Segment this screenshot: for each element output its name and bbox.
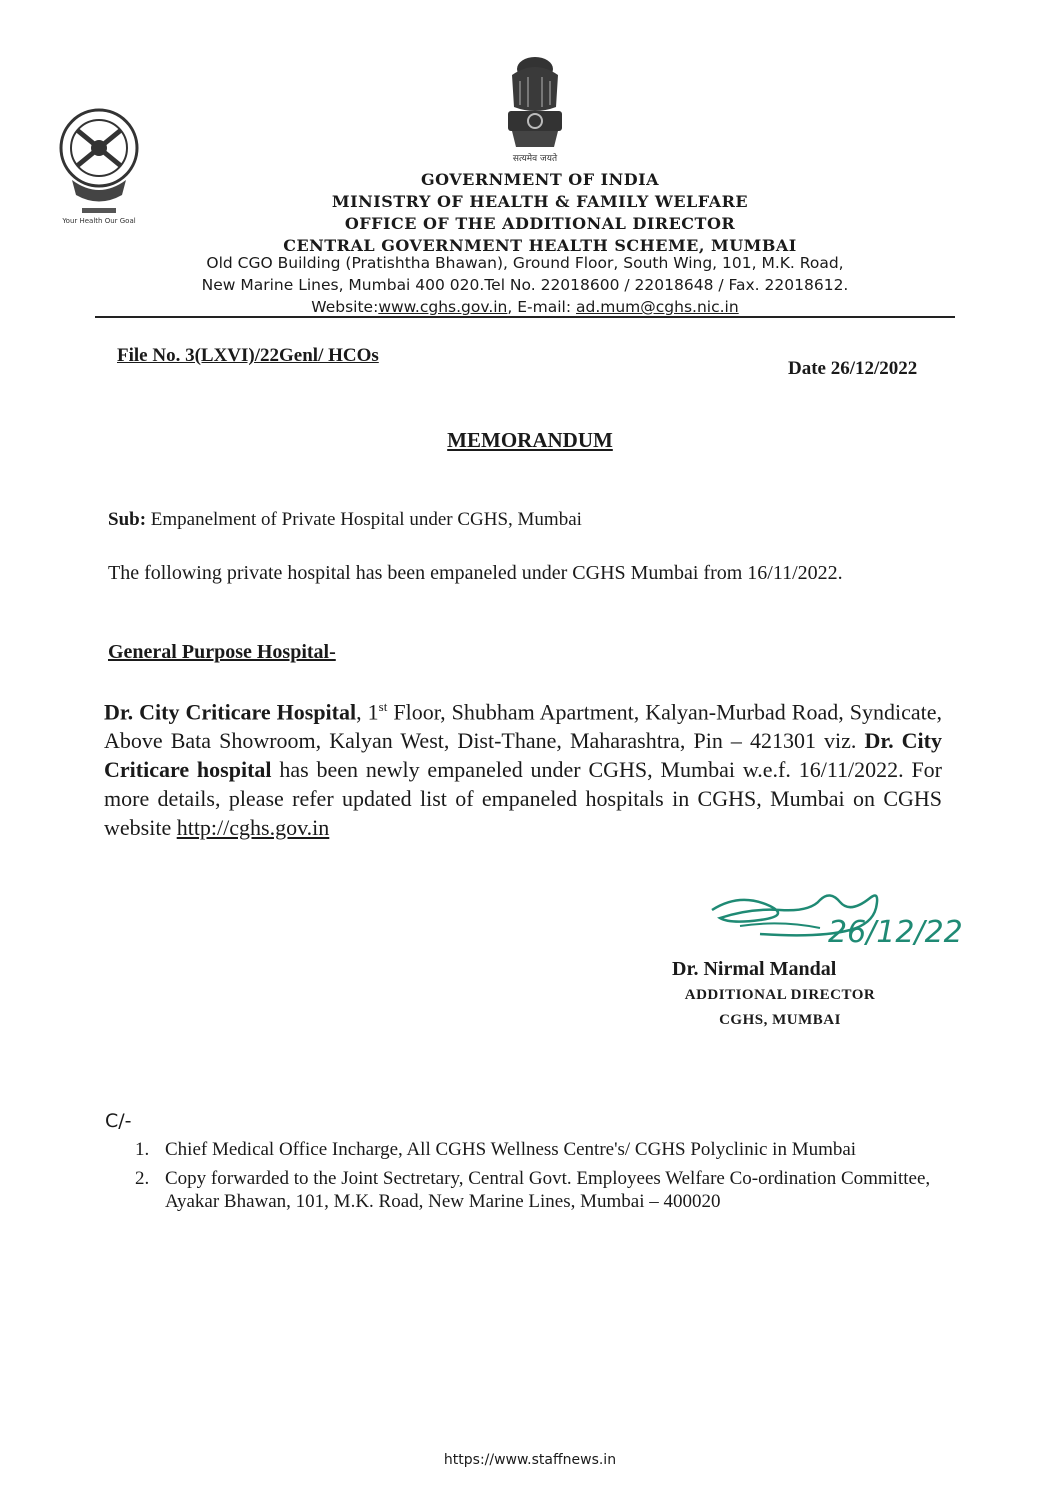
national-emblem-icon <box>490 55 580 167</box>
signature-icon <box>700 880 1000 970</box>
address-line-2: New Marine Lines, Mumbai 400 020.Tel No. 22018600 / 22018648 / Fax. 22018612. <box>201 276 849 294</box>
hospital-name-repeat: Dr. City Criticare hospital <box>104 728 942 783</box>
hospital-name: Dr. City Criticare Hospital <box>104 699 357 725</box>
subject-label: Sub: <box>108 509 147 530</box>
list-item <box>135 1138 945 1161</box>
header-divider <box>95 316 955 318</box>
header-line-4: CENTRAL GOVERNMENT HEALTH SCHEME, MUMBAI <box>283 236 797 255</box>
list-item-number: 1. <box>135 1139 150 1160</box>
svg-text:26/12/22: 26/12/22 <box>828 915 963 950</box>
hospital-address: Floor, Shubham Apartment, Kalyan-Murbad Road, Syndicate, Above Bata Showroom, Kalyan West, Dist-Thane, Maharashtra, Pin – 421301 viz. <box>104 699 942 754</box>
memo-title: MEMORANDUM <box>447 428 613 452</box>
header-line-1: GOVERNMENT OF INDIA <box>420 170 660 189</box>
hospital-details: has been newly empaneled under CGHS, Mumbai w.e.f. 16/11/2022. For more details, please refer updated list of empaneled hospitals in CGHS, Mumbai on CGHS website <box>104 757 943 841</box>
intro-paragraph: The following private hospital has been empaneled under CGHS Mumbai from 16/11/2022. <box>108 562 843 584</box>
header-line-3: OFFICE OF THE ADDITIONAL DIRECTOR <box>344 214 736 233</box>
list-item <box>135 1167 945 1213</box>
email-link[interactable]: ad.mum@cghs.nic.in <box>576 298 739 316</box>
section-heading: General Purpose Hospital- <box>108 641 336 663</box>
hospital-paragraph <box>104 692 942 842</box>
header-line-2: MINISTRY OF HEALTH & FAMILY WELFARE <box>331 192 749 211</box>
floor-suffix: st <box>378 699 388 714</box>
subject-text: Empanelment of Private Hospital under CGHS, Mumbai <box>146 509 582 530</box>
signature <box>700 880 1000 970</box>
subject-line <box>108 509 582 531</box>
copy-to-label: C/- <box>105 1110 132 1132</box>
cghs-logo-icon <box>52 100 147 235</box>
website-link[interactable]: www.cghs.gov.in <box>378 298 508 316</box>
cghs-website-link[interactable]: http://cghs.gov.in <box>176 815 330 841</box>
list-item-text: Copy forwarded to the Joint Sectretary, Central Govt. Employees Welfare Co-ordination Committee, Ayakar Bhawan, 101, M.K. Road, New Marine Lines, Mumbai – 400020 <box>165 1168 931 1212</box>
signatory-name: Dr. Nirmal Mandal <box>672 958 837 980</box>
copy-to-list <box>135 1138 945 1219</box>
signatory-office: CGHS, MUMBAI <box>719 1012 841 1028</box>
list-item-number: 2. <box>135 1168 150 1189</box>
file-number: File No. 3(LXVI)/22Genl/ HCOs <box>117 345 379 366</box>
list-item-text: Chief Medical Office Incharge, All CGHS Wellness Centre's/ CGHS Polyclinic in Mumbai <box>165 1139 857 1160</box>
svg-text:Your Health Our Goal: Your Health Our Goal <box>62 217 136 225</box>
svg-text:सत्यमेव जयते: सत्यमेव जयते <box>512 154 558 164</box>
national-emblem <box>490 55 580 167</box>
signatory-designation: ADDITIONAL DIRECTOR <box>684 987 876 1003</box>
footer-url[interactable]: https://www.staffnews.in <box>443 1452 617 1468</box>
memo-date: Date 26/12/2022 <box>788 358 918 379</box>
floor-prefix: , 1 <box>356 699 379 725</box>
contact-line <box>130 298 920 316</box>
email-label: , E-mail: <box>507 298 576 316</box>
cghs-logo <box>52 100 147 235</box>
website-label: Website: <box>311 298 379 316</box>
address-line-1: Old CGO Building (Pratishtha Bhawan), Ground Floor, South Wing, 101, M.K. Road, <box>206 254 844 272</box>
